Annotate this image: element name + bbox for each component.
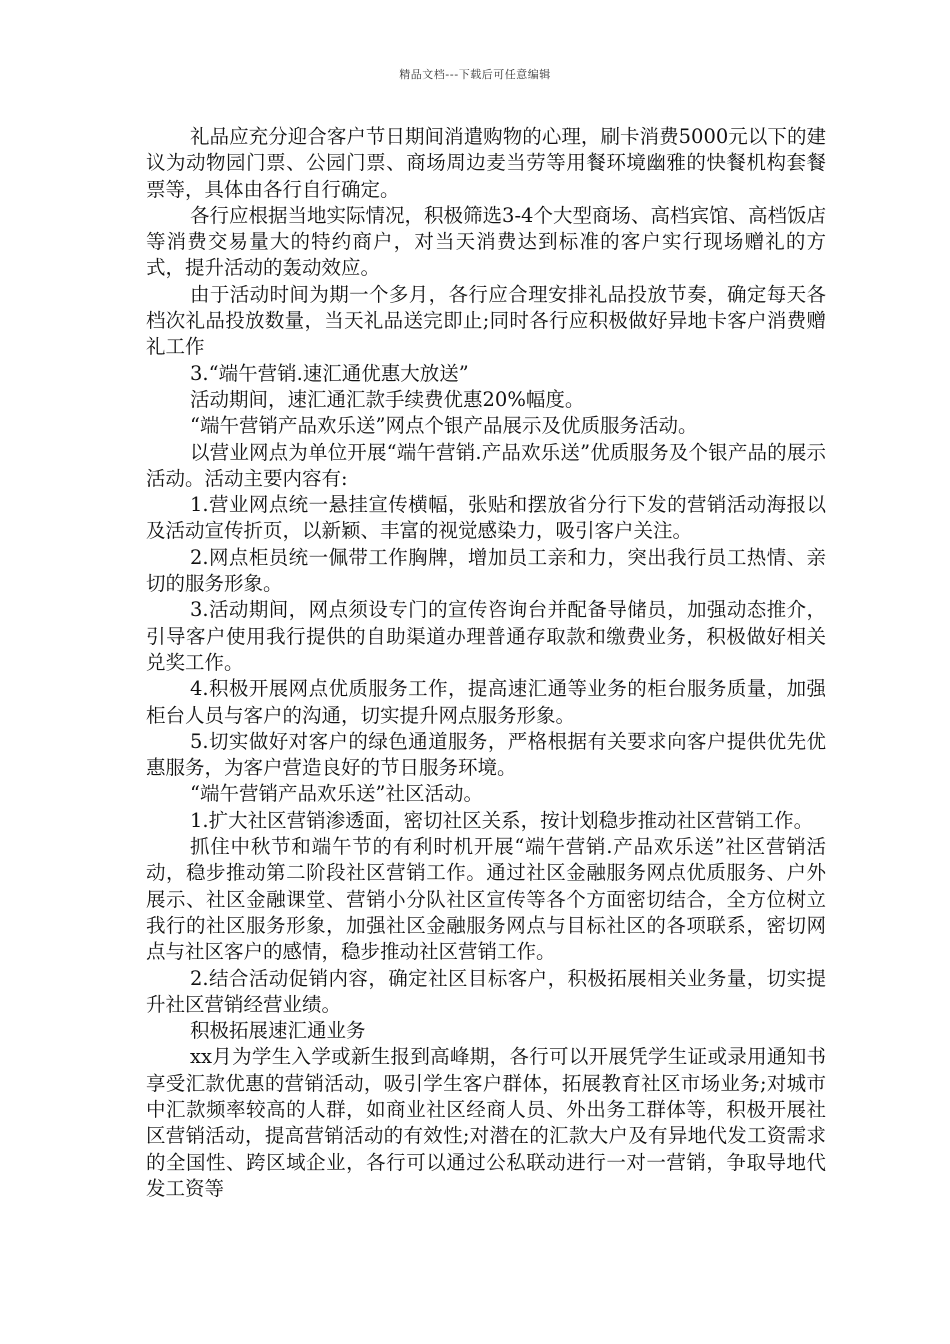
paragraph-gift-schedule: 由于活动时间为期一个多月，各行应合理安排礼品投放节奏，确定每天各档次礼品投放数量，当天礼品送完即止;同时各行应积极做好异地卡客户消费赠礼工作 xyxy=(146,282,826,359)
paragraph-gift-selection: 礼品应充分迎合客户节日期间消遣购物的心理，刷卡消费5000元以下的建议为动物园门票、公园门票、商场周边麦当劳等用餐环境幽雅的快餐机构套餐票等，具体由各行自行确定。 xyxy=(146,125,826,201)
list-item-banners: 1.营业网点统一悬挂宣传横幅，张贴和摆放省分行下发的营销活动海报以及活动宣传折页，以新颖、丰富的视觉感染力，吸引客户关注。 xyxy=(146,493,826,543)
section-heading-branch-activity: “端午营销产品欢乐送”网点个银产品展示及优质服务活动。 xyxy=(190,414,698,438)
paragraph-branch-activity-intro: 以营业网点为单位开展“端午营销.产品欢乐送”优质服务及个银产品的展示活动。活动主要内容有: xyxy=(146,440,826,490)
section-heading-remittance-offer: 3.“端午营销.速汇通优惠大放送” xyxy=(190,361,469,385)
list-item-badges: 2.网点柜员统一佩带工作胸牌，增加员工亲和力，突出我行员工热情、亲切的服务形象。 xyxy=(146,545,826,596)
paragraph-student-remittance: xx月为学生入学或新生报到高峰期，各行可以开展凭学生证或录用通知书享受汇款优惠的营销活动，吸引学生客户群体，拓展教育社区市场业务;对城市中汇款频率较高的人群，如商业社区经商人员、外出务工群体等，积极开展社区营销活动，提高营销活动的有效性;对潜在的汇款大户及有异地代发工资需求的全国性、跨区域企业，各行可以通过公私联动进行一对一营销，争取导地代发工资等 xyxy=(146,1045,826,1200)
page-header: 精品文档---下载后可任意编辑 xyxy=(399,68,551,81)
list-item-community-expansion: 1.扩大社区营销渗透面，密切社区关系，按计划稳步推动社区营销工作。 xyxy=(190,808,814,832)
paragraph-community-marketing: 抓住中秋节和端午节的有利时机开展“端午营销.产品欢乐送”社区营销活动，稳步推动第二阶段社区营销工作。通过社区金融服务网点优质服务、户外展示、社区金融课堂、营销小分队社区宣传等各个方面密切结合，全方位树立我行的社区服务形象，加强社区金融服务网点与目标社区的各项联系，密切网点与社区客户的感情，稳步推动社区营销工作。 xyxy=(146,835,826,964)
list-item-target-customers: 2.结合活动促销内容，确定社区目标客户，积极拓展相关业务量，切实提升社区营销经营业绩。 xyxy=(146,966,826,1016)
section-heading-community-activity: “端午营销产品欢乐送”社区活动。 xyxy=(190,782,483,806)
document-body xyxy=(146,124,826,1202)
list-item-green-channel: 5.切实做好对客户的绿色通道服务，严格根据有关要求向客户提供优先优惠服务，为客户营造良好的节日服务环境。 xyxy=(146,729,826,780)
paragraph-merchant-selection: 各行应根据当地实际情况，积极筛选3-4个大型商场、高档宾馆、高档饭店等消费交易量大的特约商户，对当天消费达到标准的客户实行现场赠礼的方式，提升活动的轰动效应。 xyxy=(146,203,826,280)
paragraph-fee-discount: 活动期间，速汇通汇款手续费优惠20%幅度。 xyxy=(190,387,585,411)
list-item-counter-service: 4.积极开展网点优质服务工作，提高速汇通等业务的柜台服务质量，加强柜台人员与客户的沟通，切实提升网点服务形象。 xyxy=(146,677,826,727)
list-item-consulting-desk: 3.活动期间，网点须设专门的宣传咨询台并配备导储员，加强动态推介，引导客户使用我行提供的自助渠道办理普通存取款和缴费业务，积极做好相关兑奖工作。 xyxy=(146,598,826,674)
section-heading-remittance-business: 积极拓展速汇通业务 xyxy=(190,1019,366,1043)
